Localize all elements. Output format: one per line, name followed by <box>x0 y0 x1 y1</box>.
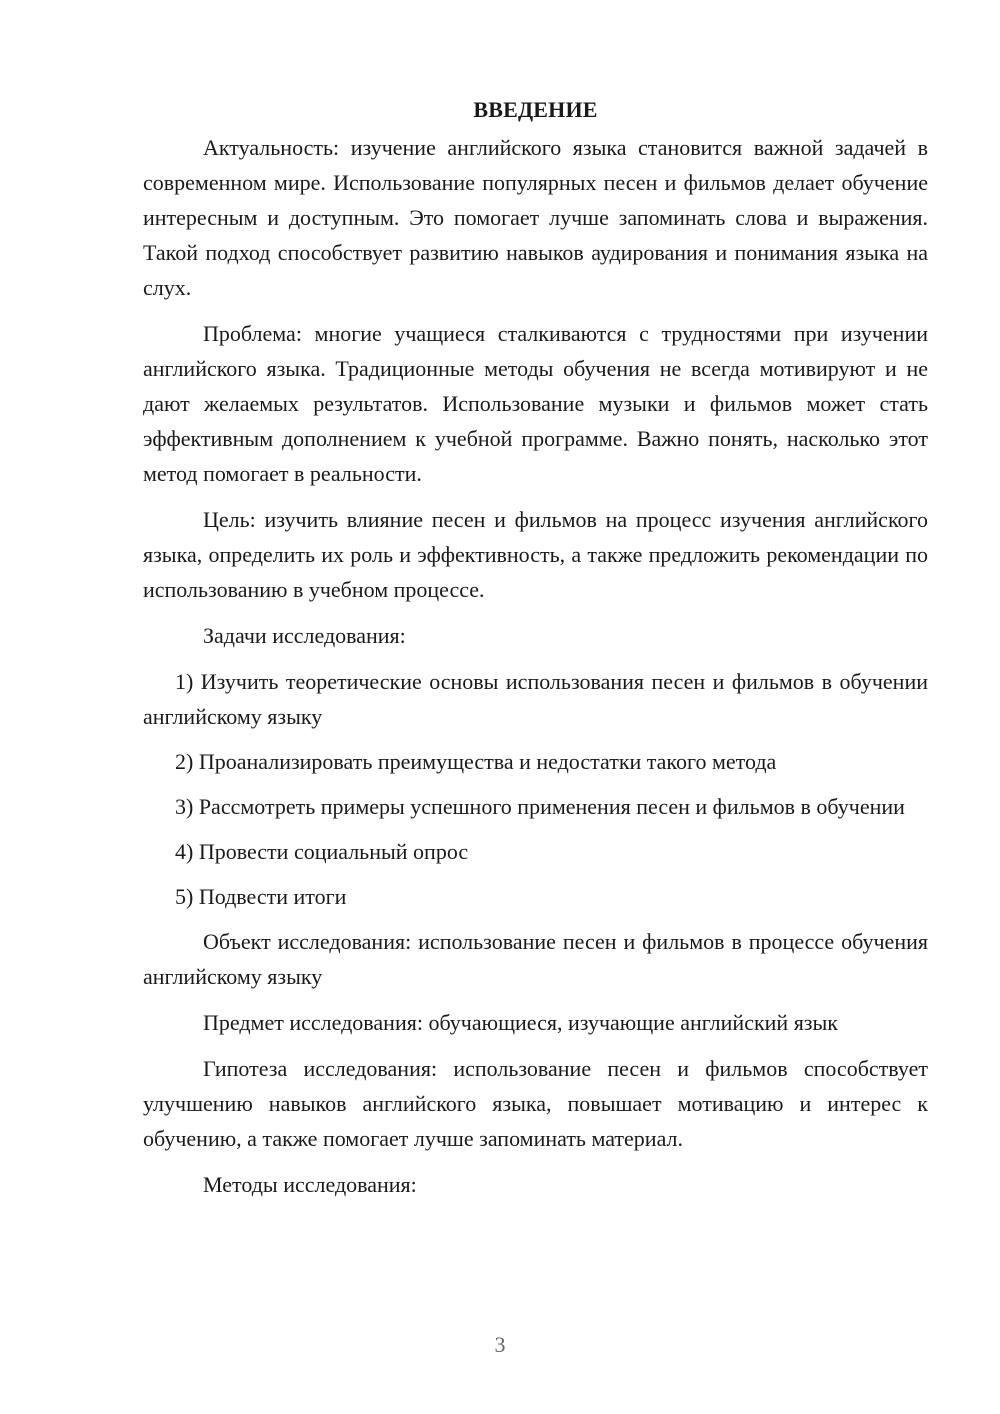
section-heading: ВВЕДЕНИЕ <box>473 97 598 122</box>
task-item: 2) Проанализировать преимущества и недостатки такого метода <box>175 749 777 774</box>
paragraph-hypothesis: Гипотеза исследования: использование песен и фильмов способствует улучшению навыков английского языка, повышает мотивацию и интерес к обучению, а также помогает лучше запоминать материал. <box>143 1056 928 1151</box>
tasks-list <box>143 664 928 914</box>
paragraph-object: Объект исследования: использование песен и фильмов в процессе обучения английскому языку <box>143 929 928 989</box>
task-item: 4) Провести социальный опрос <box>175 839 469 864</box>
page-number: 3 <box>494 1332 506 1357</box>
paragraph-relevance: Актуальность: изучение английского языка становится важной задачей в современном мире. Использование популярных песен и фильмов делает обучение интересным и доступным. Это помогает лучше запоминать слова и выражения. Такой подход способствует развитию навыков аудирования и понимания языка на слух. <box>143 135 928 300</box>
document-page <box>143 92 928 1213</box>
paragraph-tasks-intro: Задачи исследования: <box>203 623 406 648</box>
task-item: 3) Рассмотреть примеры успешного применения песен и фильмов в обучении <box>175 794 905 819</box>
paragraph-goal: Цель: изучить влияние песен и фильмов на процесс изучения английского языка, определить их роль и эффективность, а также предложить рекомендации по использованию в учебном процессе. <box>143 507 928 602</box>
task-item: 5) Подвести итоги <box>175 884 347 909</box>
paragraph-problem: Проблема: многие учащиеся сталкиваются с трудностями при изучении английского языка. Традиционные методы обучения не всегда мотивируют и не дают желаемых результатов. Использование музыки и фильмов может стать эффективным дополнением к учебной программе. Важно понять, насколько этот метод помогает в реальности. <box>143 321 928 486</box>
task-item: 1) Изучить теоретические основы использования песен и фильмов в обучении английскому языку <box>143 669 928 729</box>
paragraph-subject: Предмет исследования: обучающиеся, изучающие английский язык <box>203 1010 838 1035</box>
paragraph-methods-intro: Методы исследования: <box>203 1172 417 1197</box>
